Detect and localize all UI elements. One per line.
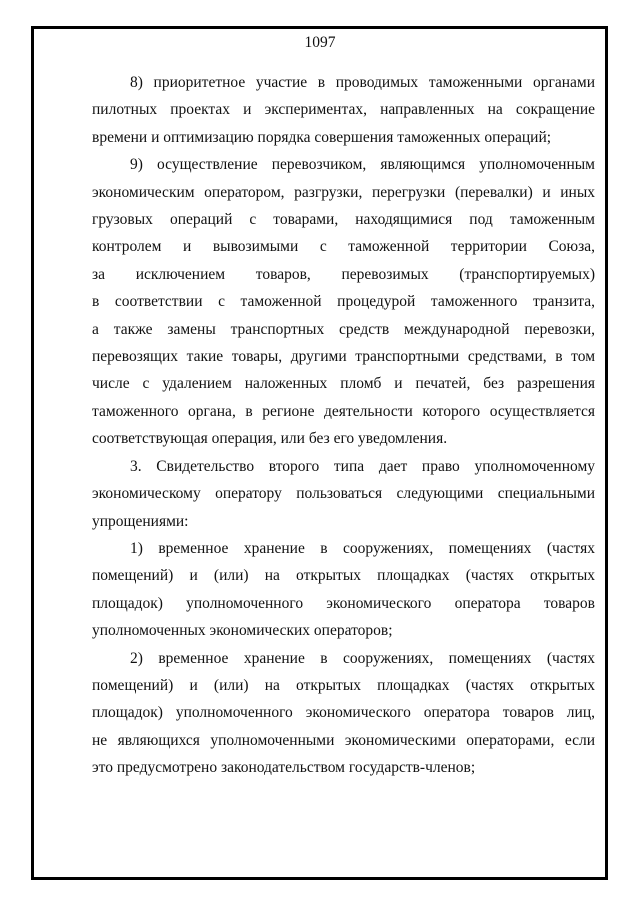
text-line: упрощениями: <box>92 512 189 530</box>
text-line: площадок) уполномоченного экономического оператора товаров лиц, <box>92 704 595 722</box>
paragraph <box>92 453 595 535</box>
paragraph <box>92 645 595 782</box>
paragraph <box>92 535 595 645</box>
text-line: соответствующая операция, или без его уведомления. <box>92 430 448 448</box>
text-line: 3. Свидетельство второго типа дает право уполномоченному <box>130 457 595 475</box>
text-line: площадок) уполномоченного экономического оператора товаров <box>92 594 595 612</box>
paragraph <box>92 151 595 452</box>
document-body <box>92 69 595 782</box>
text-line: за исключением товаров, перевозимых (транспортируемых) <box>92 265 595 283</box>
text-line: уполномоченных экономических операторов; <box>92 622 393 640</box>
text-line: не являющихся уполномоченными экономическими операторами, если <box>92 731 595 749</box>
text-line: таможенного органа, в регионе деятельности которого осуществляется <box>92 402 595 420</box>
text-line: 8) приоритетное участие в проводимых таможенными органами <box>130 74 595 91</box>
text-line: перевозящих такие товары, другими транспортными средствами, в том <box>92 348 595 366</box>
text-line: в соответствии с таможенной процедурой таможенного транзита, <box>92 293 595 311</box>
text-line: контролем и вывозимыми с таможенной территории Союза, <box>92 238 595 256</box>
text-line: помещений) и (или) на открытых площадках (частях открытых <box>92 567 595 585</box>
text-line: экономическому оператору пользоваться следующими специальными <box>92 485 595 503</box>
page-number: 1097 <box>304 34 336 51</box>
text-line: пилотных проектах и экспериментах, направленных на сокращение <box>92 101 595 119</box>
paragraph <box>92 69 595 151</box>
text-line: а также замены транспортных средств международной перевозки, <box>92 320 595 338</box>
text-line: это предусмотрено законодательством государств-членов; <box>92 759 476 777</box>
text-line: экономическим оператором, разгрузки, перегрузки (перевалки) и иных <box>92 183 595 201</box>
text-line: 2) временное хранение в сооружениях, помещениях (частях <box>130 649 595 667</box>
text-line: числе с удалением наложенных пломб и печатей, без разрешения <box>92 375 595 393</box>
text-line: времени и оптимизацию порядка совершения таможенных операций; <box>92 128 552 146</box>
text-line: грузовых операций с товарами, находящимися под таможенным <box>92 211 595 229</box>
text-line: помещений) и (или) на открытых площадках (частях открытых <box>92 676 595 694</box>
text-line: 9) осуществление перевозчиком, являющимся уполномоченным <box>130 156 595 174</box>
text-line: 1) временное хранение в сооружениях, помещениях (частях <box>130 539 595 557</box>
